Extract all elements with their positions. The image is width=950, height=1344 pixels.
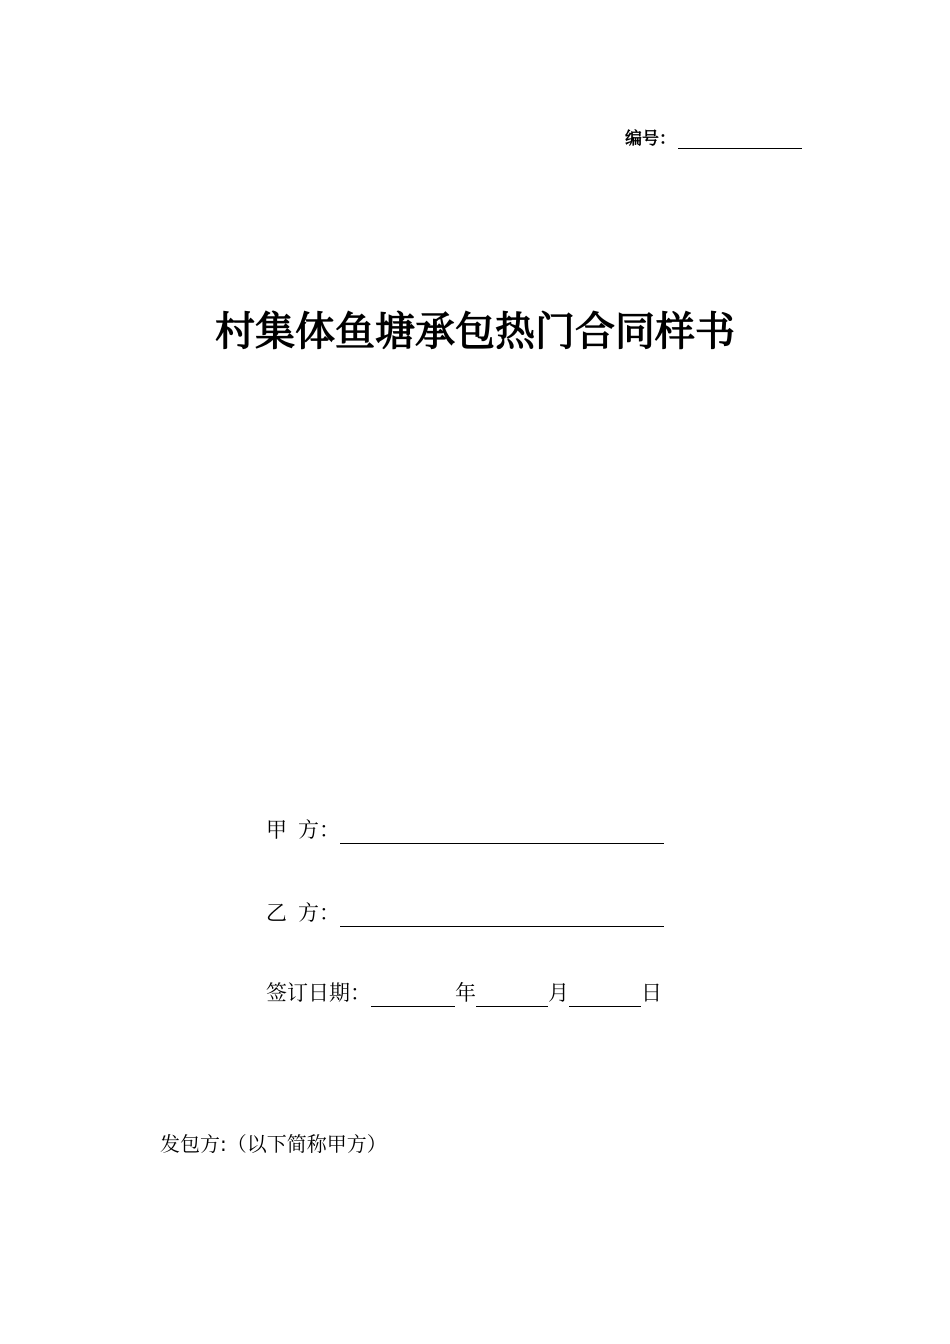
party-a-label: 甲 方：	[266, 818, 340, 842]
document-number-blank[interactable]	[678, 130, 802, 149]
sign-date-field	[266, 977, 662, 1007]
party-b-label: 乙 方：	[266, 901, 340, 925]
party-b-field	[266, 897, 664, 927]
party-a-blank[interactable]	[340, 823, 664, 844]
day-label: 日	[641, 981, 662, 1005]
sign-date-label: 签订日期：	[266, 981, 371, 1005]
month-label: 月	[548, 981, 569, 1005]
document-number-label: 编号：	[625, 129, 676, 149]
party-b-blank[interactable]	[340, 906, 664, 927]
year-label: 年	[455, 981, 476, 1005]
year-blank[interactable]	[371, 986, 455, 1007]
document-number	[625, 124, 802, 149]
month-blank[interactable]	[476, 986, 548, 1007]
issuer-line: 发包方:（以下简称甲方）	[160, 1132, 387, 1156]
party-a-field	[266, 814, 664, 844]
document-title: 村集体鱼塘承包热门合同样书	[215, 308, 735, 355]
day-blank[interactable]	[569, 986, 641, 1007]
